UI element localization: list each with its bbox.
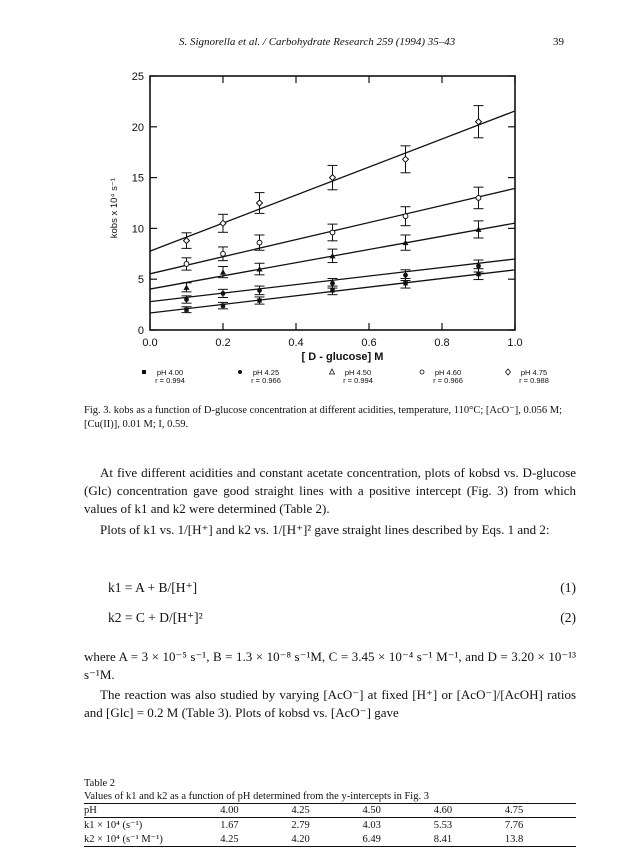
legend-entry: pH 4.00 [156,368,184,377]
table-row [84,832,576,847]
table-cell: 13.8 [505,832,576,847]
data-point [221,291,226,296]
x-axis-label: [ D - glucose] M [301,351,384,363]
y-tick-label: 5 [137,274,144,287]
data-point [403,273,408,278]
paragraph-4: The reaction was also studied by varying [AcO⁻] at fixed [H⁺] or [AcO⁻]/[AcOH] ratios and [Glc] = 0.2 M (Table 3). Plots of kobsd vs. [AcO⁻] gave [84,687,576,720]
legend-entry: pH 4.75 [520,368,548,377]
table-cell: 8.41 [434,832,505,847]
data-point [257,200,263,206]
data-point [330,281,335,286]
data-point [403,214,408,219]
data-point [403,281,407,285]
x-tick-label: 0.4 [288,337,304,349]
kobs-vs-glucose-chart [60,66,580,396]
data-point [257,240,262,245]
data-point [476,264,481,269]
table-header-row [84,804,576,818]
y-tick-label: 10 [131,223,144,236]
paragraph-2: Plots of k1 vs. 1/[H⁺] and k2 vs. 1/[H⁺]² gave straight lines described by Eqs. 1 and 2: [100,522,550,537]
legend-entry: pH 4.50 [344,368,372,377]
y-tick-label: 25 [131,71,144,83]
x-tick-label: 0.0 [142,337,158,349]
x-tick-label: 0.6 [361,337,377,349]
x-tick-label: 1.0 [507,337,523,349]
legend-r-value: r = 0.966 [433,376,463,385]
legend-r-value: r = 0.994 [155,376,185,385]
table-header-cell: 4.60 [434,804,505,818]
table-2 [84,803,576,847]
table-2-description: Values of k1 and k2 as a function of pH determined from the y-intercepts in Fig. 3 [84,791,429,802]
figure-caption: Fig. 3. kobs as a function of D-glucose concentration at different acidities, temperature, 110°C; [AcO⁻], 0.056 M; [Cu(II)], 0.01 M; I, 0.59. [84,405,563,430]
data-point [184,307,188,311]
equation-2 [108,610,576,626]
legend-r-value: r = 0.988 [519,376,549,385]
data-point [184,284,190,290]
data-point [403,156,409,162]
equation-1-number: (1) [560,580,576,595]
data-point [221,251,226,256]
data-point [220,220,226,226]
legend-marker [420,370,424,374]
data-point [221,303,225,307]
legend-marker [238,370,242,374]
data-point [330,230,335,235]
legend-marker [142,370,146,374]
table-cell: k1 × 10⁴ (s⁻¹) [84,820,143,831]
running-title: S. Signorella et al. / Carbohydrate Research 259 (1994) 35–43 [179,36,456,48]
equation-2-number: (2) [560,610,576,625]
equation-2-body: k2 = C + D/[H⁺]² [108,610,203,625]
table-cell: k2 × 10⁴ (s⁻¹ M⁻¹) [84,832,220,847]
table-cell: 2.79 [291,819,310,831]
legend-entry: pH 4.25 [252,368,280,377]
legend-r-value: r = 0.994 [343,376,373,385]
legend-r-value: r = 0.966 [251,376,281,385]
data-point [257,288,262,293]
table-header-cell: pH [84,804,220,818]
paragraph-3: where A = 3 × 10⁻⁵ s⁻¹, B = 1.3 × 10⁻⁸ s⁻¹M, C = 3.45 × 10⁻⁴ s⁻¹ M⁻¹, and D = 3.20 × 10⁻¹³ s⁻¹M. [84,649,576,682]
x-tick-label: 0.2 [215,337,231,349]
equation-1 [108,580,576,596]
equation-1-body: k1 = A + B/[H⁺] [108,580,198,595]
table-header-cell: 4.00 [220,804,291,818]
data-point [184,262,189,267]
table-header-cell: 4.25 [291,804,362,818]
data-point [476,272,480,276]
legend-marker [330,369,335,374]
y-tick-label: 20 [131,121,144,134]
table-cell: 6.49 [363,832,434,847]
table-row [84,818,576,833]
figure-3 [60,66,580,396]
legend-entry: pH 4.60 [434,368,462,377]
table-cell: 5.53 [433,819,453,831]
table-cell: 4.20 [291,832,362,847]
paragraph-1: At five different acidities and constant acetate concentration, plots of kobsd vs. D-glucose (Glc) concentration gave good straight lines with a positive intercept (Fig. 3) from which values of k1 and k2 were determined (Table 2). [84,465,576,516]
table-header-cell: 4.75 [505,804,576,818]
table-cell: 1.67 [220,819,239,831]
data-point [257,298,261,302]
data-point [330,288,334,292]
table-2-label: Table 2 [84,778,116,789]
table-header-cell: 4.50 [363,804,434,818]
y-axis-label: kobs x 10⁴ s⁻¹ [109,177,120,239]
y-tick-label: 15 [131,172,144,185]
page-number: 39 [553,36,564,48]
y-tick-label: 0 [137,325,144,337]
table-cell: 4.25 [220,832,291,847]
legend-marker [506,369,511,375]
table-cell: 7.76 [504,819,524,831]
table-2-title [84,777,429,803]
data-point [476,196,481,201]
data-point [220,269,226,275]
data-point [184,297,189,302]
table-cell: 4.03 [362,819,381,831]
x-tick-label: 0.8 [434,337,450,349]
